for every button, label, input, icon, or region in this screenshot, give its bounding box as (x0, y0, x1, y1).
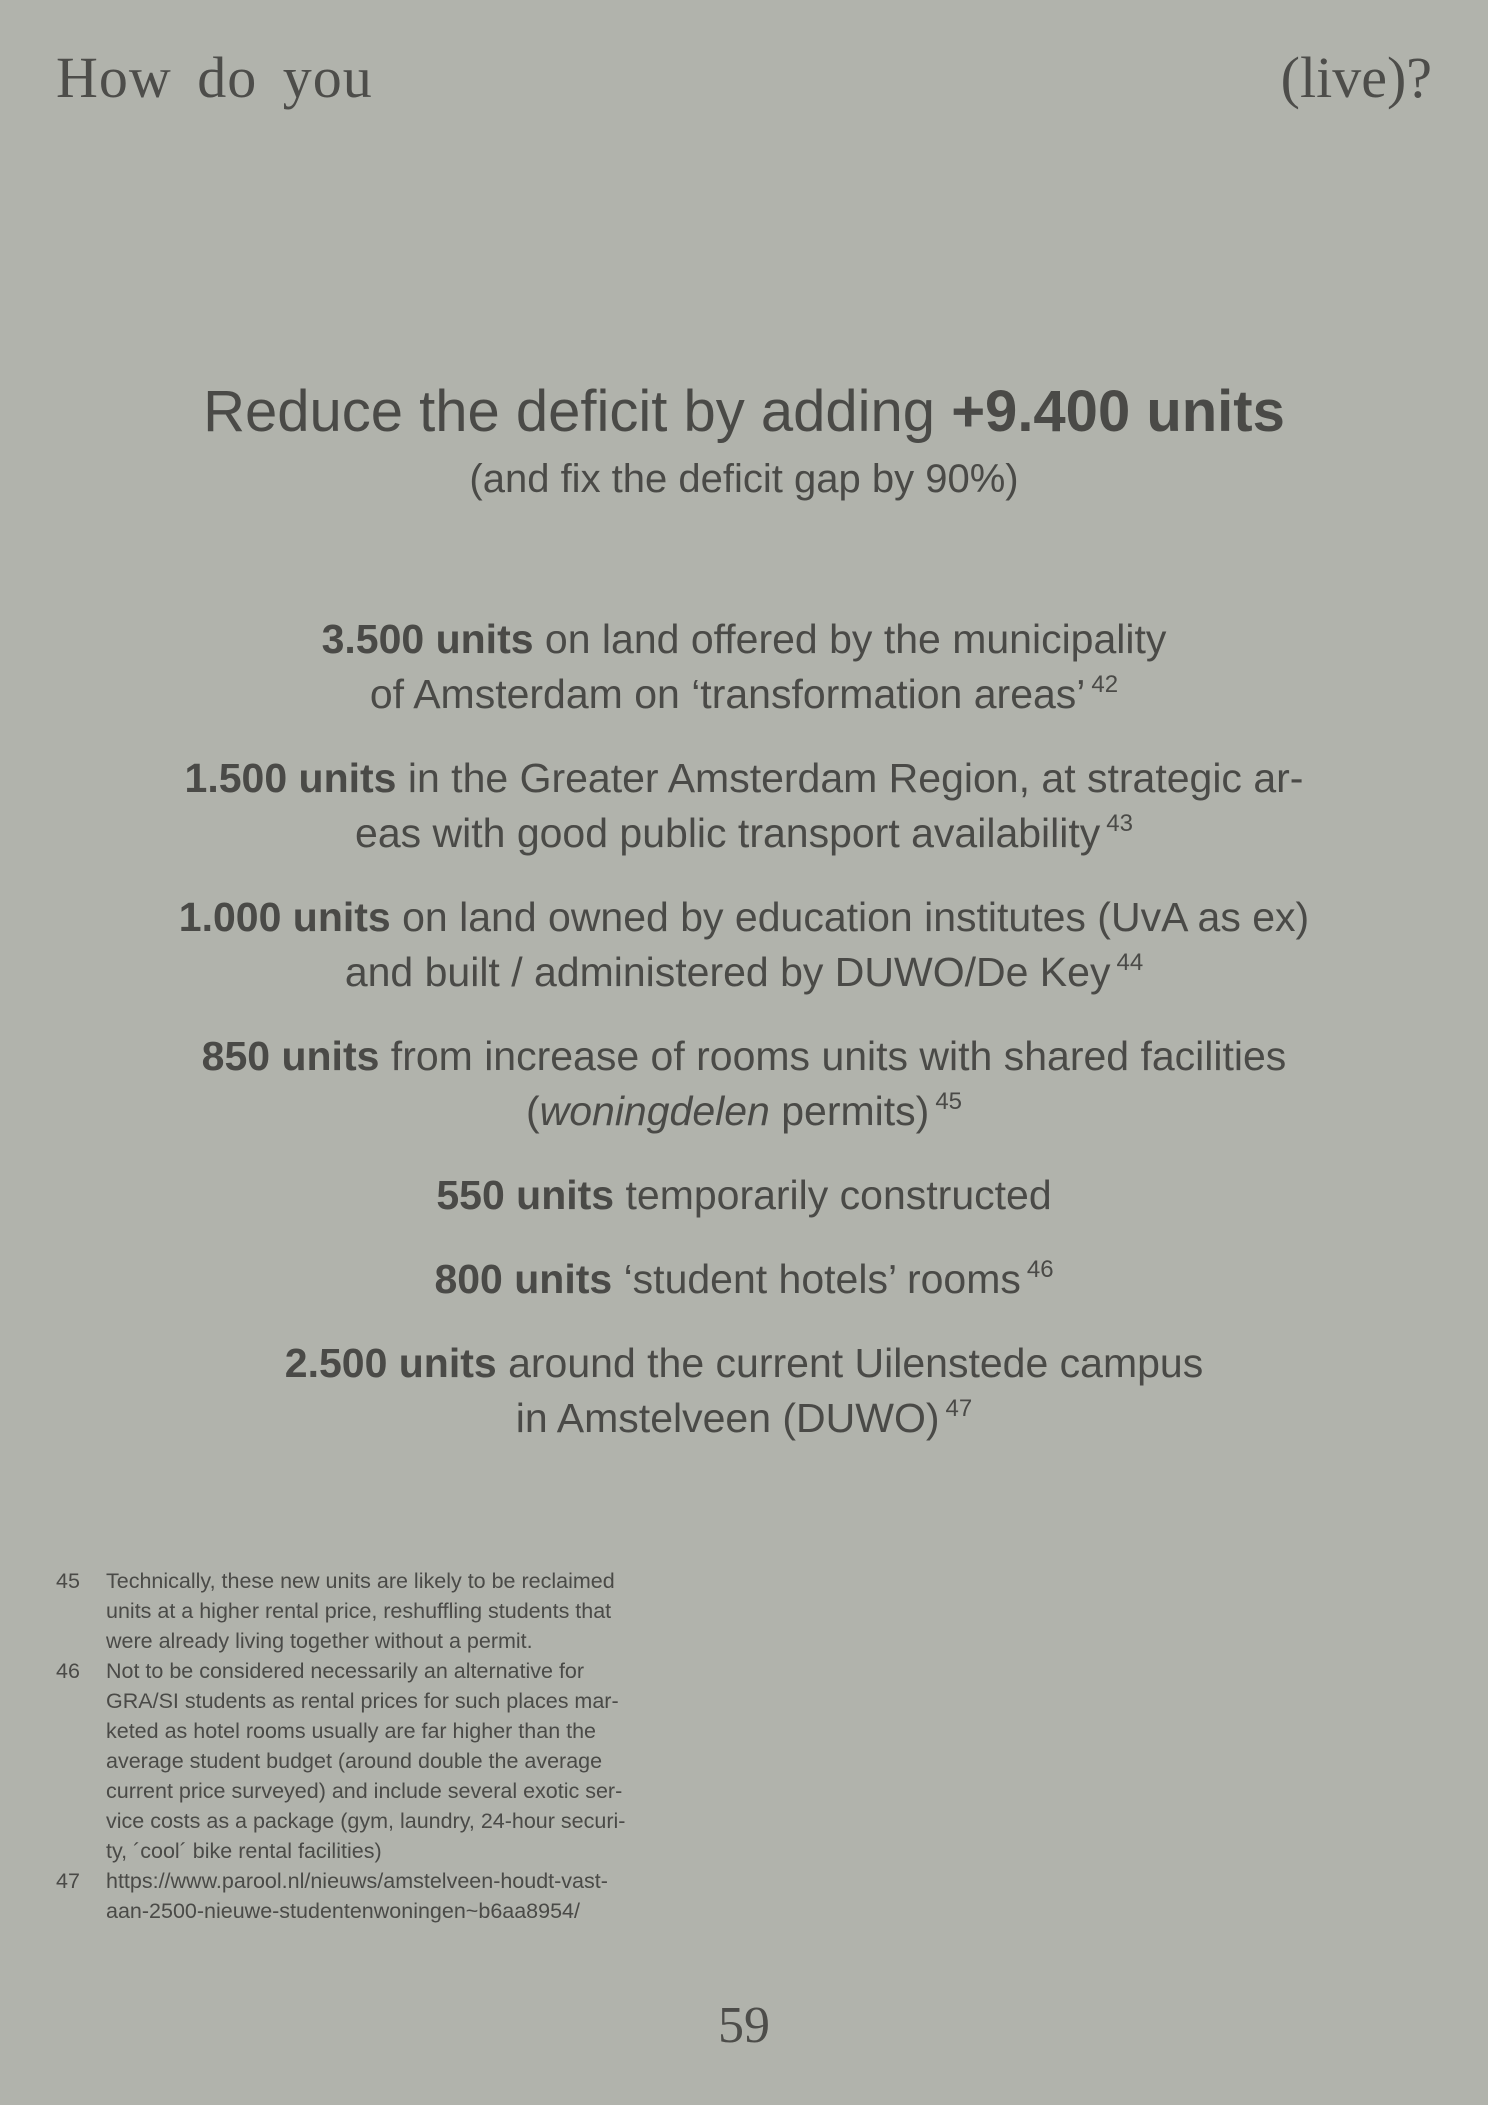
item-text: in the Greater Amsterdam Region, at strategic ar- (396, 755, 1304, 801)
footnote (56, 1656, 736, 1866)
unit-list (60, 612, 1428, 1475)
footnote-line: vice costs as a package (gym, laundry, 24-hour securi- (106, 1809, 626, 1833)
running-header-right: (live)? (1280, 45, 1432, 110)
list-item (60, 612, 1428, 722)
item-text: on land offered by the municipality (533, 616, 1167, 662)
item-text: in Amstelveen (DUWO) (515, 1395, 940, 1441)
headline-highlight: +9.400 units (951, 379, 1285, 444)
item-text: ( (525, 1088, 540, 1134)
list-item (60, 1336, 1428, 1446)
item-amount: 800 units (434, 1256, 613, 1302)
footnote-ref: 42 (1091, 671, 1119, 698)
list-item (60, 1168, 1428, 1223)
item-amount: 2.500 units (284, 1340, 497, 1386)
item-line (60, 1336, 1428, 1391)
item-italic-term: woningdelen (539, 1088, 770, 1134)
headline-prefix: Reduce the deficit by adding (203, 379, 952, 444)
footnote-ref: 44 (1116, 949, 1144, 976)
footnote (56, 1866, 736, 1926)
footnote-link[interactable]: aan-2500-nieuwe-studentenwoningen~b6aa8954/ (106, 1899, 580, 1923)
footnote-text (106, 1866, 608, 1926)
item-amount: 3.500 units (321, 616, 534, 662)
item-line (60, 945, 1428, 1000)
item-amount: 1.000 units (178, 894, 391, 940)
footnote-line: GRA/SI students as rental prices for such places mar- (106, 1689, 619, 1713)
item-line (60, 667, 1428, 722)
item-line (60, 890, 1428, 945)
item-text: of Amsterdam on ‘transformation areas’ (369, 671, 1086, 717)
item-line (60, 806, 1428, 861)
item-text: from increase of rooms units with shared facilities (379, 1033, 1287, 1079)
footnotes (56, 1566, 736, 1926)
footnote-ref: 43 (1106, 810, 1133, 837)
footnote-line: Not to be considered necessarily an alternative for (106, 1659, 585, 1683)
item-text: on land owned by education institutes (UvA as ex) (390, 894, 1310, 940)
item-text: eas with good public transport availability (355, 810, 1101, 856)
running-header-left: How do you (56, 45, 373, 110)
item-text: permits) (769, 1088, 930, 1134)
subheadline: (and fix the deficit gap by 90%) (469, 457, 1019, 501)
list-item (60, 1029, 1428, 1139)
footnote-link[interactable]: https://www.parool.nl/nieuws/amstelveen-houdt-vast- (106, 1869, 608, 1893)
footnote-ref: 46 (1026, 1256, 1054, 1283)
footnote-text (106, 1566, 615, 1656)
footnote-line: keted as hotel rooms usually are far higher than the (106, 1719, 597, 1743)
footnote-line: ty, ´cool´ bike rental facilities) (106, 1839, 382, 1863)
footnote-ref: 47 (945, 1395, 973, 1422)
footnote-line: current price surveyed) and include several exotic ser- (106, 1779, 623, 1803)
footnote-number: 45 (56, 1569, 80, 1593)
list-item (60, 890, 1428, 1000)
item-text: ‘student hotels’ rooms (612, 1256, 1021, 1302)
list-item (60, 1252, 1428, 1307)
page-number: 59 (718, 1997, 770, 2054)
item-line (60, 1084, 1428, 1139)
item-line (60, 751, 1428, 806)
item-text: around the current Uilenstede campus (496, 1340, 1204, 1386)
item-line (60, 1391, 1428, 1446)
headline (0, 378, 1488, 445)
item-text: temporarily constructed (614, 1172, 1052, 1218)
footnote-ref: 45 (935, 1088, 963, 1115)
footnote-line: units at a higher rental price, reshuffling students that (106, 1599, 612, 1623)
footnote (56, 1566, 736, 1656)
footnote-text (106, 1656, 625, 1866)
item-line (60, 1029, 1428, 1084)
item-amount: 850 units (201, 1033, 380, 1079)
item-amount: 550 units (436, 1172, 615, 1218)
item-amount: 1.500 units (184, 755, 397, 801)
list-item (60, 751, 1428, 861)
footnote-line: average student budget (around double the average (106, 1749, 603, 1773)
item-line (60, 1252, 1428, 1307)
footnote-line: were already living together without a permit. (106, 1629, 533, 1653)
item-line (60, 612, 1428, 667)
item-line (60, 1168, 1428, 1223)
footnote-line: Technically, these new units are likely to be reclaimed (106, 1569, 615, 1593)
item-text: and built / administered by DUWO/De Key (344, 949, 1111, 995)
footnote-number: 47 (56, 1869, 80, 1893)
footnote-number: 46 (56, 1659, 80, 1683)
